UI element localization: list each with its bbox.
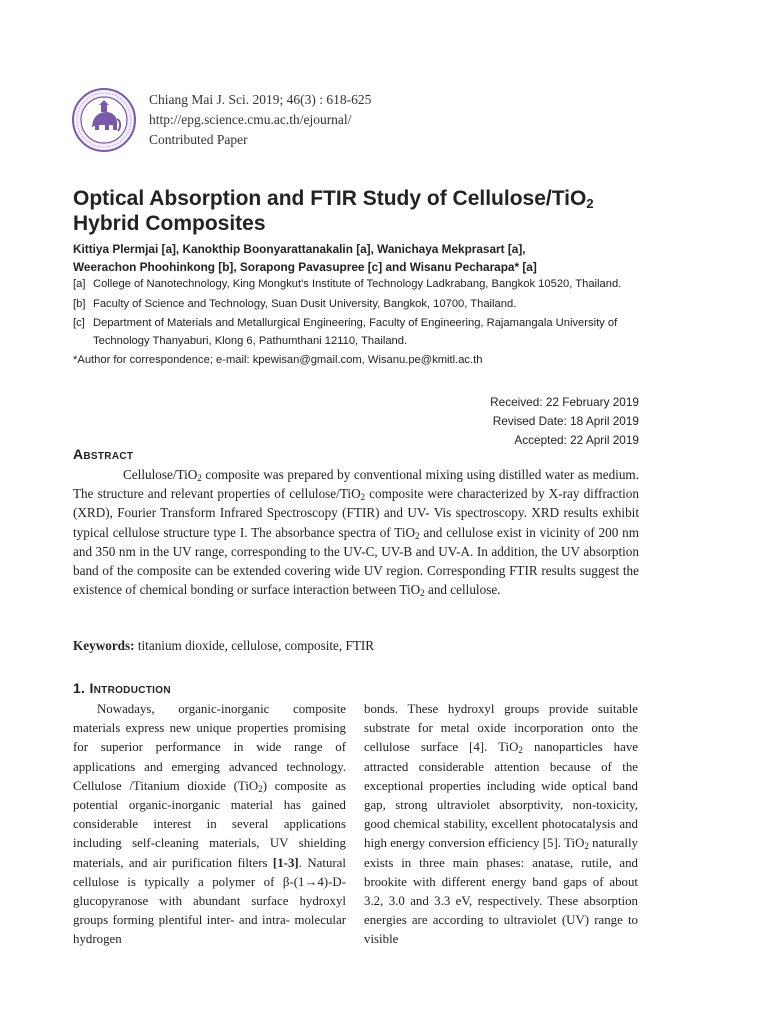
author-list bbox=[73, 240, 693, 276]
received-date: Received: 22 February 2019 bbox=[490, 395, 639, 409]
affiliation-tag: [b] bbox=[73, 297, 86, 310]
introduction-heading: 1. Introduction bbox=[73, 680, 171, 696]
keywords-label: Keywords: bbox=[73, 638, 135, 653]
correspondence-note: *Author for correspondence; e-mail: kpewisan@gmail.com, Wisanu.pe@kmitl.ac.th bbox=[73, 354, 483, 366]
affiliation-text: College of Nanotechnology, King Mongkut's Institute of Technology Ladkrabang, Bangkok 10520, Thailand. bbox=[93, 278, 622, 290]
affiliation-item bbox=[73, 315, 648, 350]
subscript: 2 bbox=[415, 530, 420, 541]
subscript: 2 bbox=[197, 473, 202, 483]
subscript: 2 bbox=[518, 745, 523, 756]
body-text: . Natural cellulose is typically a polymer of β-(1→4)-D-glucopyranose with abundant surface hydroxyl groups forming plentiful inter- and intra- molecular hydrogen bbox=[73, 855, 346, 947]
subscript: 2 bbox=[420, 588, 425, 599]
affiliation-item bbox=[73, 276, 648, 294]
abstract-text: Cellulose/TiO bbox=[123, 467, 198, 482]
affiliation-tag: [c] bbox=[73, 317, 85, 329]
abstract-heading: Abstract bbox=[73, 446, 134, 462]
introduction-left-column bbox=[73, 700, 346, 950]
body-text: ) composite as potential organic-inorganic material has gained considerable interest in several applications including self-cleaning materials, UV shielding materials, and air purification filters bbox=[73, 778, 347, 870]
affiliation-text: Faculty of Science and Technology, Suan Dusit University, Bangkok, 10700, Thailand. bbox=[93, 297, 517, 310]
revised-date: Revised Date: 18 April 2019 bbox=[492, 414, 639, 428]
body-text: Nowadays, organic-inorganic composite materials express new unique properties promising for superior performance in wide range of applications and emerging advanced technology. Cellulose /Titanium dioxide (TiO bbox=[73, 702, 346, 793]
article-dates bbox=[490, 393, 639, 450]
body-text: nanoparticles have attracted considerable attention because of the exceptional properties including wide optical band gap, strong ultraviolet absorptivity, non-toxicity, good chemical stability, excellent photocatalysis and high energy conversion efficiency [5]. TiO bbox=[364, 740, 639, 851]
citation-reference[interactable]: [1-3] bbox=[272, 855, 299, 870]
abstract-text: composite was prepared by conventional mixing using distilled water as medium. The structure and relevant properties of cellulose/TiO bbox=[73, 467, 639, 502]
journal-info bbox=[149, 90, 371, 150]
abstract-text: composite were characterized by X-ray diffraction (XRD), Fourier Transform Infrared Spectroscopy (FTIR) and UV- Vis spectroscopy. XRD results exhibit typical cellulose structure type I. The absorbance spectra of TiO bbox=[73, 486, 639, 540]
subscript: 2 bbox=[258, 783, 263, 794]
title-part-1: Optical Absorption and FTIR Study of Cellulose/TiO bbox=[73, 187, 587, 210]
title-subscript: 2 bbox=[586, 196, 594, 211]
affiliation-tag: [a] bbox=[73, 278, 86, 290]
author-line: Kittiya Plermjai [a], Kanokthip Boonyarattanakalin [a], Wanichaya Mekprasart [a], bbox=[73, 242, 526, 256]
paper-title bbox=[73, 186, 703, 236]
paper-type: Contributed Paper bbox=[149, 132, 248, 147]
subscript: 2 bbox=[360, 492, 366, 503]
abstract-body bbox=[73, 465, 639, 599]
university-seal-logo bbox=[72, 88, 136, 152]
affiliation-text: Department of Materials and Metallurgical Engineering, Faculty of Engineering, Rajamangala University of Technology Thanyaburi, Klong 6, Pathumthani 12110, Thailand. bbox=[93, 317, 618, 347]
title-part-2: Hybrid Composites bbox=[73, 212, 266, 235]
author-line: Weerachon Phoohinkong [b], Sorapong Pavasupree [c] and Wisanu Pecharapa* [a] bbox=[73, 260, 537, 274]
abstract-text: and cellulose exist in vicinity of 200 nm and 350 nm in the UV range, corresponding to the UV-C, UV-B and UV-A. In addition, the UV absorption band of the composite can be extended covering wide UV region. Corresponding FTIR results suggest the existence of chemical bonding or surface interaction between TiO bbox=[73, 524, 640, 598]
keywords bbox=[73, 638, 374, 654]
journal-url[interactable]: http://epg.science.cmu.ac.th/ejournal/ bbox=[149, 112, 352, 127]
affiliations bbox=[73, 276, 648, 370]
subscript: 2 bbox=[584, 841, 589, 852]
body-text: bonds. These hydroxyl groups provide suitable substrate for metal oxide incorporation onto the cellulose surface [4]. TiO bbox=[364, 702, 638, 755]
accepted-date: Accepted: 22 April 2019 bbox=[514, 433, 639, 447]
keywords-text: titanium dioxide, cellulose, composite, FTIR bbox=[134, 638, 375, 653]
abstract-text: and cellulose. bbox=[424, 582, 501, 598]
introduction-right-column bbox=[364, 700, 638, 950]
journal-citation: Chiang Mai J. Sci. 2019; 46(3) : 618-625 bbox=[149, 92, 372, 107]
body-text: naturally exists in three main phases: anatase, rutile, and brookite with different energy band gaps of about 3.2, 3.0 and 3.3 eV, respectively. These absorption energies are according to ultraviolet (UV) range to visible bbox=[364, 836, 638, 947]
affiliation-item bbox=[73, 296, 648, 314]
